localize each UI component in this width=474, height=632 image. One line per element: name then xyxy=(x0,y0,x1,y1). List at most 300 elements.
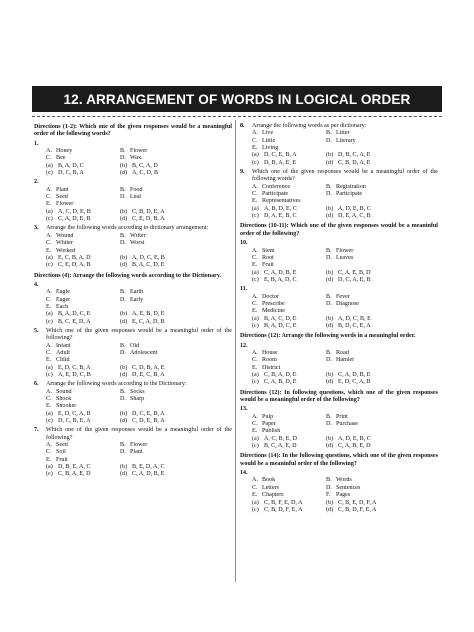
answer-options xyxy=(34,365,232,380)
question-number: 1. xyxy=(34,140,39,147)
directions-text: Which one of the given responses would be a meaninful order of the following? xyxy=(240,223,438,237)
option-label: (d) xyxy=(120,372,128,378)
option-label: (d) xyxy=(326,213,334,220)
word-item: Flower xyxy=(130,442,148,449)
option-sequence: C, E, D, A, B xyxy=(58,262,91,269)
directions-block xyxy=(34,273,232,280)
question-text: Which one of the given responses would be a meaningful order of the following words? xyxy=(252,169,438,183)
word-item: Book xyxy=(262,477,276,484)
option-label: (b) xyxy=(120,410,128,417)
word-letter: D. xyxy=(120,155,126,162)
question-block xyxy=(34,141,232,178)
word-letter: A. xyxy=(252,293,258,300)
word-letter: E. xyxy=(252,492,258,499)
word-letter: D. xyxy=(326,137,332,144)
word-item: Early xyxy=(130,296,144,303)
option-sequence: B, E, D, A, C xyxy=(132,464,165,471)
word-item: Wound xyxy=(56,232,74,239)
word-letter: E. xyxy=(46,201,52,208)
word-letter: D. xyxy=(326,484,332,491)
word-letter: D. xyxy=(120,449,126,456)
word-item: Leaves xyxy=(336,254,354,261)
question-text: Arrange the following words according to the Dictionary: xyxy=(46,381,187,388)
option-label: (b) xyxy=(120,311,128,318)
question-text xyxy=(46,282,232,289)
question-block xyxy=(240,343,438,387)
right-column xyxy=(240,121,438,514)
word-letter xyxy=(120,357,130,364)
option-sequence: A, D, C, E, B xyxy=(132,254,165,261)
word-letter: E. xyxy=(252,198,258,205)
option-sequence: C, A, B, D, E xyxy=(264,379,297,386)
word-letter: D. xyxy=(326,254,332,261)
word-letter: D. xyxy=(120,396,126,403)
word-item: Literary xyxy=(336,137,356,144)
option-label: (a) xyxy=(46,364,53,371)
word-list xyxy=(34,343,232,365)
word-letter: C. xyxy=(252,254,258,261)
option-label: (b) xyxy=(120,254,128,261)
question-header xyxy=(34,381,232,388)
word-list xyxy=(34,289,232,311)
question-number: 12. xyxy=(240,342,248,349)
question-number: 8. xyxy=(240,123,245,129)
word-letter: A. xyxy=(46,148,52,155)
option-label: (a) xyxy=(46,311,53,318)
word-letter: A. xyxy=(46,232,52,239)
question-text xyxy=(46,179,232,186)
directions-label: Directions (4): xyxy=(34,272,72,279)
dashed-divider xyxy=(32,116,442,117)
question-number: 13. xyxy=(240,406,248,413)
word-item: Stem xyxy=(262,247,275,254)
question-header xyxy=(240,240,438,247)
answer-options xyxy=(34,163,232,178)
option-label: (a) xyxy=(252,152,259,159)
word-item xyxy=(130,457,232,464)
question-number: 10. xyxy=(240,240,248,247)
word-item: Earth xyxy=(130,289,144,296)
word-letter: A. xyxy=(46,342,52,349)
word-item xyxy=(336,145,438,152)
directions-text: Arrange the following words in a meaningful order. xyxy=(281,333,416,340)
question-block xyxy=(240,169,438,220)
word-letter: B. xyxy=(326,183,332,190)
option-sequence: C, B, D, F, E, A xyxy=(338,506,377,513)
option-sequence: A, C, B, E, D xyxy=(264,435,297,442)
word-item: Flower xyxy=(336,247,354,254)
word-letter: D. xyxy=(326,300,332,307)
word-letter: D. xyxy=(120,349,126,356)
worksheet-page xyxy=(32,86,442,586)
word-list xyxy=(34,148,232,163)
question-block xyxy=(240,286,438,330)
word-letter: A. xyxy=(252,413,258,420)
directions-block xyxy=(240,333,438,340)
word-item: Words xyxy=(336,477,352,484)
word-item: Pulp xyxy=(262,413,274,420)
option-sequence: D, B, A, E, E xyxy=(264,159,297,166)
question-text xyxy=(252,406,438,413)
option-label: (b) xyxy=(326,499,334,506)
option-label: (d) xyxy=(120,318,128,325)
directions-label: Directions (12): xyxy=(240,389,282,396)
word-letter xyxy=(326,428,336,435)
word-item xyxy=(336,262,438,269)
directions-block xyxy=(240,453,438,468)
option-label: (c) xyxy=(46,318,53,325)
option-label: (b) xyxy=(326,315,334,322)
option-label: (a) xyxy=(46,162,53,169)
option-sequence: D, C, B, A xyxy=(58,170,84,177)
word-list xyxy=(240,184,438,206)
word-item: Socks xyxy=(130,388,145,395)
word-item: Leaf xyxy=(130,194,142,201)
option-sequence: A, D, E, B, C xyxy=(338,435,371,442)
word-letter xyxy=(120,248,130,255)
word-letter: B. xyxy=(326,247,332,254)
word-item: Little xyxy=(262,137,276,144)
word-letter: E. xyxy=(252,364,258,371)
option-label: (c) xyxy=(252,213,259,220)
option-label: (d) xyxy=(120,170,128,177)
word-letter: B. xyxy=(120,232,126,239)
word-item: Root xyxy=(262,254,274,261)
option-sequence: E, C, A, D, B xyxy=(132,318,165,325)
option-sequence: A, E, D, C, B xyxy=(58,372,91,378)
word-letter xyxy=(326,145,336,152)
left-column xyxy=(34,121,232,479)
option-sequence: E, C, B, A, D xyxy=(58,254,91,261)
option-label: (d) xyxy=(326,159,334,166)
word-letter: C. xyxy=(46,194,52,201)
word-letter: E. xyxy=(252,262,258,269)
word-item: Honey xyxy=(56,148,73,155)
option-sequence: A, D, C, B, E xyxy=(338,315,371,322)
word-letter: B. xyxy=(326,130,332,137)
option-label: (a) xyxy=(46,410,53,417)
word-item: Registration xyxy=(336,183,366,190)
question-block xyxy=(34,282,232,326)
word-list xyxy=(34,187,232,209)
answer-options xyxy=(240,270,438,285)
word-item: Sound xyxy=(56,388,72,395)
word-item xyxy=(130,248,232,255)
word-letter: E. xyxy=(252,145,258,152)
word-list xyxy=(240,130,438,152)
answer-options xyxy=(240,316,438,331)
option-label: (d) xyxy=(326,506,334,513)
directions-text: Which one of the given responses would be a meaningful order of the following words? xyxy=(34,124,232,138)
word-letter: F. xyxy=(326,492,331,499)
option-sequence: C, B, A, D, E xyxy=(264,372,297,378)
option-label: (b) xyxy=(326,435,334,442)
word-item: Print xyxy=(336,413,348,420)
word-letter: B. xyxy=(326,293,332,300)
option-label: (c) xyxy=(46,216,53,223)
option-label: (a) xyxy=(46,208,53,215)
question-block xyxy=(240,123,438,167)
option-sequence: B, A, D, C xyxy=(58,162,84,169)
option-sequence: C, B, E, D, F, A xyxy=(338,499,377,506)
word-letter: A. xyxy=(252,183,258,190)
word-item: Writer xyxy=(130,232,146,239)
word-letter xyxy=(326,308,336,315)
word-item: Litter xyxy=(336,130,350,137)
option-label: (a) xyxy=(252,315,259,322)
question-number: 14. xyxy=(240,470,248,477)
word-letter: A. xyxy=(252,349,258,356)
question-number: 6. xyxy=(34,381,39,388)
question-text: Which one of the given responses would be a meaningful order of the following? xyxy=(46,427,232,441)
word-item: Adolescent xyxy=(130,349,158,356)
option-label: (b) xyxy=(326,152,334,159)
option-sequence: C, A, D, B, E xyxy=(132,471,165,478)
option-sequence: C, B, D, F, E, A xyxy=(264,506,303,513)
word-item: Bee xyxy=(56,155,66,162)
option-label: (c) xyxy=(252,276,259,283)
word-letter: C. xyxy=(252,484,258,491)
question-block xyxy=(34,328,232,379)
word-item: Fever xyxy=(336,293,350,300)
option-sequence: C, A, D, B, E xyxy=(338,372,371,378)
word-item: Road xyxy=(336,349,349,356)
word-item: Publish xyxy=(262,428,281,435)
question-number: 11. xyxy=(240,286,248,293)
word-letter: B. xyxy=(326,413,332,420)
option-sequence: B, A, D, C, E xyxy=(58,311,91,318)
word-letter: E. xyxy=(252,308,258,315)
word-list xyxy=(34,389,232,411)
word-item: Representatives xyxy=(262,198,301,205)
option-sequence: C, B, D, A, E xyxy=(338,159,371,166)
question-header xyxy=(34,328,232,343)
word-letter: B. xyxy=(120,342,126,349)
word-letter: D. xyxy=(326,421,332,428)
option-label: (c) xyxy=(252,159,259,166)
word-letter: A. xyxy=(252,130,258,137)
option-sequence: C, A, B, E, D xyxy=(338,443,371,450)
title-banner xyxy=(32,86,442,112)
word-letter: C. xyxy=(252,191,258,198)
directions-text: Arrange the following words according to the Dictionary. xyxy=(72,272,222,279)
option-sequence: B, A, C, D, E xyxy=(132,262,165,269)
option-sequence: D, B, C, A, E xyxy=(338,152,371,159)
word-letter: A. xyxy=(252,477,258,484)
question-text xyxy=(252,286,438,293)
word-list xyxy=(240,248,438,270)
word-letter: E. xyxy=(252,428,258,435)
word-item xyxy=(336,308,438,315)
option-label: (b) xyxy=(120,162,128,169)
question-header xyxy=(34,225,232,232)
directions-block xyxy=(240,390,438,405)
option-sequence: D, A, E, B, C xyxy=(264,213,297,220)
question-block xyxy=(240,470,438,514)
option-sequence: C, B, F, E, D, A xyxy=(264,499,303,506)
word-letter xyxy=(120,201,130,208)
option-label: (d) xyxy=(326,276,334,283)
option-label: (c) xyxy=(46,471,53,478)
directions-label: Directions (14): xyxy=(240,453,281,460)
word-letter: B. xyxy=(326,349,332,356)
answer-options xyxy=(34,311,232,326)
option-sequence: C, A, D, B, E xyxy=(264,269,297,276)
question-block xyxy=(34,225,232,269)
option-label: (a) xyxy=(252,499,259,506)
word-letter xyxy=(326,365,336,372)
word-item: Participate xyxy=(262,191,289,198)
question-block xyxy=(240,240,438,284)
directions-block xyxy=(34,124,232,139)
answer-options xyxy=(240,500,438,515)
option-label: (d) xyxy=(120,262,128,269)
word-item: Each xyxy=(56,303,69,310)
question-text: Arrange the following words as per dictionary: xyxy=(252,123,367,129)
word-letter xyxy=(120,304,130,311)
answer-options xyxy=(240,436,438,451)
option-sequence: B, C, A, D xyxy=(132,162,158,169)
word-letter: D. xyxy=(120,296,126,303)
option-label: (a) xyxy=(252,205,259,212)
word-item: Diagnose xyxy=(336,300,360,307)
word-list xyxy=(240,294,438,316)
answer-options xyxy=(240,152,438,167)
option-sequence: E, D, C, A, B xyxy=(58,410,91,417)
word-item xyxy=(130,357,232,364)
word-letter: B. xyxy=(120,289,126,296)
option-label: (b) xyxy=(120,364,128,371)
option-label: (c) xyxy=(252,322,259,329)
option-sequence: E, B, A, D, C xyxy=(264,276,297,283)
word-list xyxy=(240,477,438,499)
word-item: Fruit xyxy=(56,456,68,463)
word-letter: D. xyxy=(120,240,126,247)
question-text xyxy=(46,141,232,148)
word-item: Whiter xyxy=(56,240,73,247)
word-letter: C. xyxy=(46,449,52,456)
word-item: Snooker xyxy=(56,403,77,410)
option-sequence: D, E, A, C, B xyxy=(338,213,371,220)
word-item xyxy=(336,365,438,372)
word-item xyxy=(130,201,232,208)
question-header xyxy=(240,343,438,350)
word-item: Purchase xyxy=(336,421,358,428)
word-item: Soil xyxy=(56,449,66,456)
option-sequence: A, C, D, E, B xyxy=(58,208,91,215)
word-letter xyxy=(120,457,130,464)
word-letter: C. xyxy=(46,349,52,356)
option-label: (c) xyxy=(46,372,53,378)
word-letter: C. xyxy=(252,300,258,307)
question-text: Arrange the following words according to dictionary arrangement: xyxy=(46,225,209,232)
question-number: 7. xyxy=(34,427,39,434)
word-letter: E. xyxy=(46,456,52,463)
answer-options xyxy=(240,206,438,221)
option-sequence: C, A, E, B, D xyxy=(338,269,371,276)
word-item: Prescribe xyxy=(262,300,285,307)
word-item xyxy=(130,304,232,311)
option-sequence: C, D, B, A, E xyxy=(132,364,165,371)
question-text: Which one of the given responses would be a meaningful order of the following? xyxy=(46,327,232,342)
question-header xyxy=(34,179,232,186)
word-letter: B. xyxy=(120,388,126,395)
option-label: (d) xyxy=(120,418,128,425)
question-text xyxy=(252,470,438,477)
option-sequence: A, E, B, D, E xyxy=(132,311,165,318)
word-item: Worst xyxy=(130,240,145,247)
option-label: (b) xyxy=(326,372,334,378)
option-label: (c) xyxy=(46,170,53,177)
word-list xyxy=(240,414,438,436)
option-label: (c) xyxy=(252,506,259,513)
word-item: Eagle xyxy=(56,289,70,296)
directions-label: Directions (10-11): xyxy=(240,223,289,230)
word-item: Participate xyxy=(336,191,363,198)
option-label: (d) xyxy=(120,216,128,223)
column-divider xyxy=(235,120,236,582)
option-label: (d) xyxy=(326,443,334,450)
option-label: (a) xyxy=(252,372,259,378)
word-letter: D. xyxy=(120,194,126,201)
option-label: (c) xyxy=(252,379,259,386)
question-header xyxy=(240,286,438,293)
question-header xyxy=(34,282,232,289)
answer-options xyxy=(34,411,232,426)
word-item: Medicine xyxy=(262,308,286,315)
word-list xyxy=(34,233,232,255)
option-sequence: D, C, E, B, A xyxy=(132,410,165,417)
word-letter: E. xyxy=(46,357,52,364)
option-sequence: C, D, E, B, A xyxy=(132,418,165,425)
word-letter: A. xyxy=(252,247,258,254)
question-text xyxy=(252,240,438,247)
word-item: Hamlet xyxy=(336,357,354,364)
question-header xyxy=(240,470,438,477)
option-sequence: B, A, C, D, E xyxy=(264,315,297,322)
option-label: (d) xyxy=(326,322,334,329)
word-item: Paper xyxy=(262,421,276,428)
word-letter xyxy=(326,262,336,269)
option-sequence: D, B, E, A, C xyxy=(58,464,91,471)
option-label: (b) xyxy=(326,269,334,276)
option-label: (a) xyxy=(46,464,53,471)
word-letter: E. xyxy=(46,303,52,310)
word-letter xyxy=(326,198,336,205)
word-letter: C. xyxy=(46,396,52,403)
option-sequence: A, B, D, E, C xyxy=(264,205,297,212)
question-block xyxy=(34,427,232,478)
option-label: (c) xyxy=(252,443,259,450)
word-letter: C. xyxy=(46,155,52,162)
option-sequence: D, E, C, B, A xyxy=(132,372,165,378)
word-item: Child xyxy=(56,357,70,364)
question-number: 9. xyxy=(240,169,245,176)
word-item: Plant xyxy=(130,449,143,456)
word-letter: A. xyxy=(46,186,52,193)
question-block xyxy=(34,179,232,223)
option-sequence: A, C, D, B xyxy=(132,170,159,177)
option-label: (b) xyxy=(120,464,128,471)
directions-text: In the following questions, which one of the given responses would be a meaninful order of the following? xyxy=(240,453,438,467)
option-label: (b) xyxy=(120,208,128,215)
word-item: House xyxy=(262,349,278,356)
question-block xyxy=(240,406,438,450)
question-header xyxy=(34,427,232,442)
option-sequence: B, D, C, E, A xyxy=(338,322,371,329)
question-number: 4. xyxy=(34,281,39,288)
answer-options xyxy=(34,209,232,224)
